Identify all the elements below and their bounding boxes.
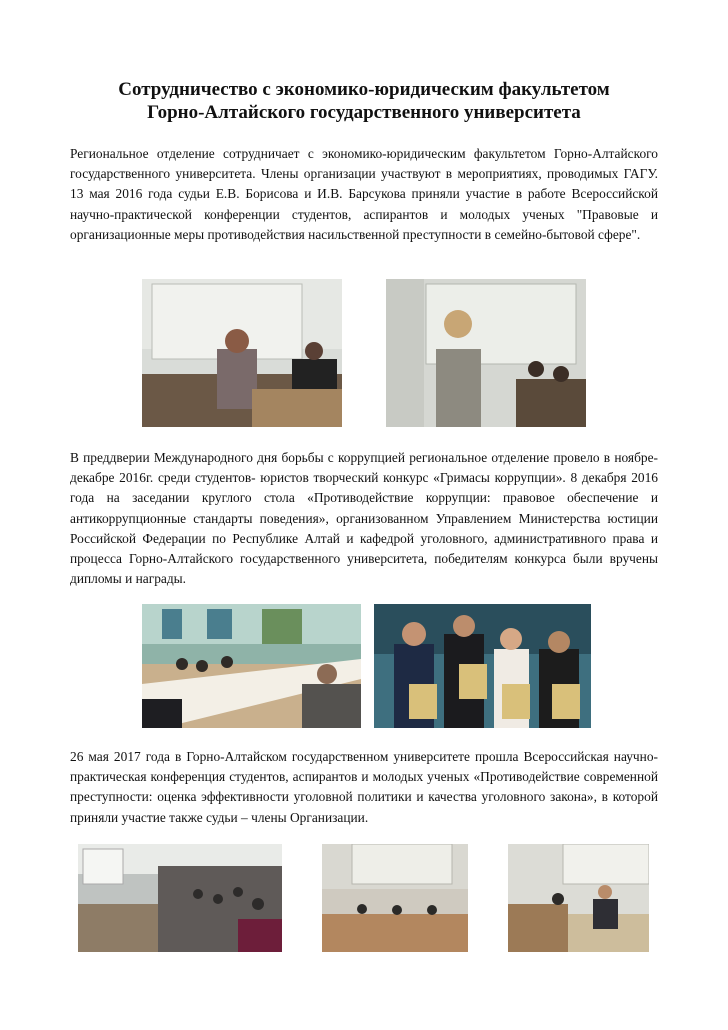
title-line-2: Горно-Алтайского государственного университета bbox=[147, 102, 581, 123]
photo-conference-audience bbox=[78, 844, 282, 952]
photo-round-table-meeting bbox=[142, 604, 361, 728]
paragraph-1: Региональное отделение сотрудничает с экономико-юридическим факультетом Горно-Алтайского государственного университета. Члены организации участвуют в мероприятиях, проводимых ГАГУ. 13 мая 2016 года судьи Е.В. Борисова и И.В. Барсукова приняли участие в работе Всероссийской научно-практической конференции студентов, аспирантов и молодых ученых "Правовые и организационные меры противодействия насильственной преступности в семейно-бытовой сфере". bbox=[70, 146, 658, 242]
paragraph-2: В преддверии Международного дня борьбы с коррупцией региональное отделение провело в ноябре-декабре 2016г. среди студентов- юристов творческий конкурс «Гримасы коррупции». 8 декабря 2016 года на заседании круглого стола «Противодействие коррупции: правовое обеспечение и антикоррупционные стандарты поведения», организованном Управлением Министерства юстиции Российской Федерации по Республике Алтай и кафедрой уголовного, административного права и процесса Горно-Алтайского государственного университета, победителям конкурса были вручены дипломы и награды. bbox=[70, 450, 658, 587]
title-line-1: Сотрудничество с экономико-юридическим факультетом bbox=[118, 79, 610, 100]
paragraph-3: 26 мая 2017 года в Горно-Алтайском государственном университете прошла Всероссийская научно-практическая конференция студентов, аспирантов и молодых ученых «Противодействие современной преступности: оценка эффективности уголовной политики и качества уголовного закона», в которой приняли участие также судьи – члены Организации. bbox=[70, 749, 658, 825]
photo-speaker-at-podium-2 bbox=[386, 279, 586, 427]
photo-conference-presidium bbox=[322, 844, 468, 952]
photo-award-winners bbox=[374, 604, 591, 728]
photo-speakers-at-table bbox=[508, 844, 649, 952]
page-title bbox=[60, 78, 668, 124]
photo-speaker-at-podium-1 bbox=[142, 279, 342, 427]
